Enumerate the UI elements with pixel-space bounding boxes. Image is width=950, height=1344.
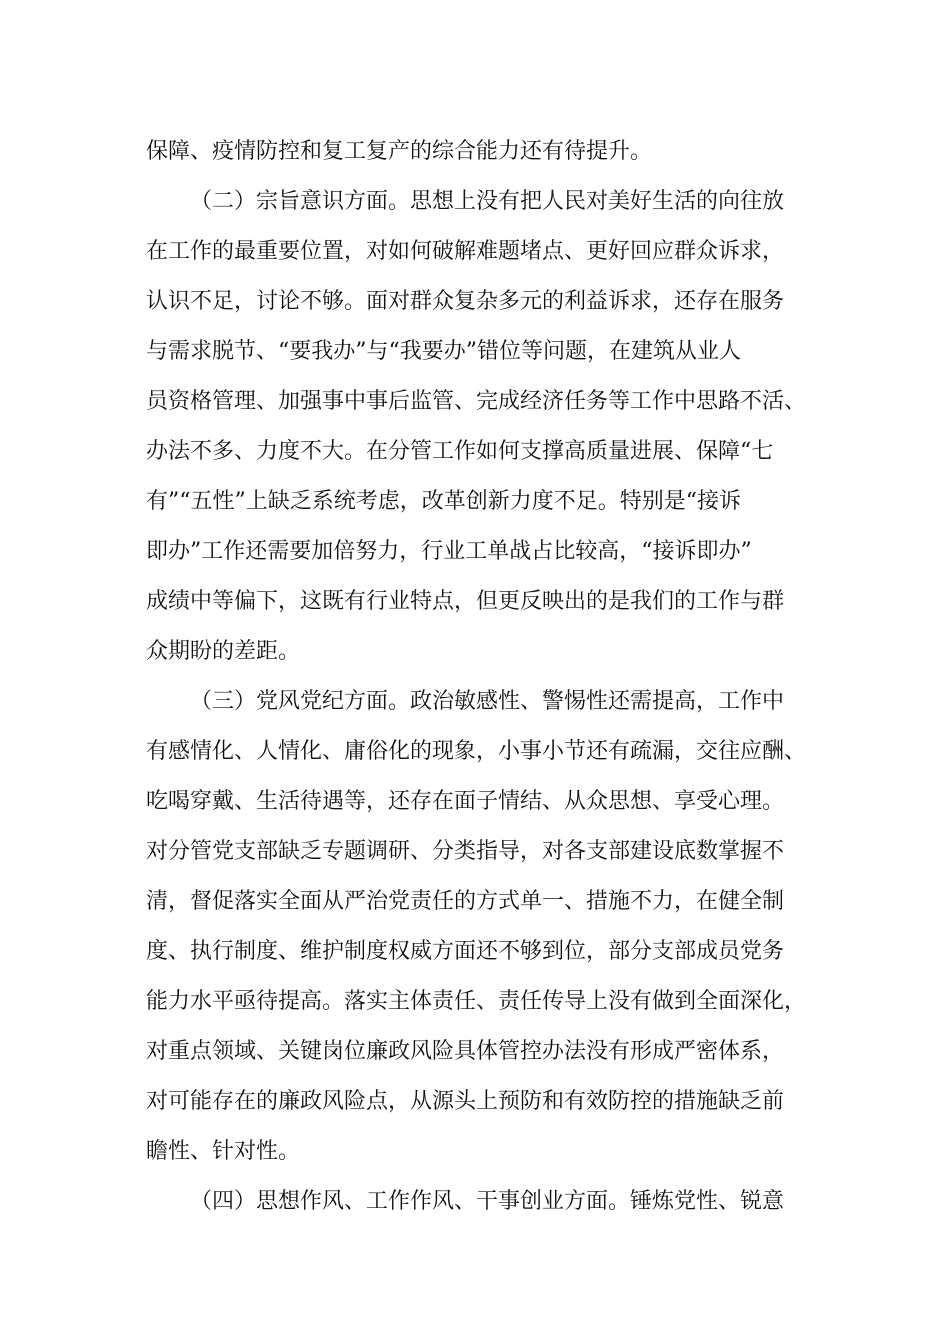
text-line-16: 清，督促落实全面从严治党责任的方式单一、措施不力，在健全制 xyxy=(146,889,785,914)
text-line-19: 对重点领域、关键岗位廉政风险具体管控办法没有形成严密体系， xyxy=(146,1039,785,1064)
text-line-5: 与需求脱节、“要我办”与“我要办”错位等问题，在建筑从业人 xyxy=(146,339,741,364)
paragraph-3-heading-line: （三）党风党纪方面。政治敏感性、警惕性还需提高，工作中 xyxy=(190,689,785,714)
text-line-14: 吃喝穿戴、生活待遇等，还存在面子情结、从众思想、享受心理。 xyxy=(146,789,785,814)
text-line-1: 保障、疫情防控和复工复产的综合能力还有待提升。 xyxy=(146,139,653,164)
text-line-17: 度、执行制度、维护制度权威方面还不够到位，部分支部成员党务 xyxy=(146,939,785,964)
text-line-18: 能力水平亟待提高。落实主体责任、责任传导上没有做到全面深化， xyxy=(146,989,807,1014)
paragraph-4-heading-line: （四）思想作风、工作作风、干事创业方面。锤炼党性、锐意 xyxy=(190,1189,785,1214)
text-line-7: 办法不多、力度不大。在分管工作如何支撑高质量进展、保障“七 xyxy=(146,439,774,464)
paragraph-2-heading-line: （二）宗旨意识方面。思想上没有把人民对美好生活的向往放 xyxy=(190,189,785,214)
text-line-4: 认识不足，讨论不够。面对群众复杂多元的利益诉求，还存在服务 xyxy=(146,289,785,314)
text-line-8: 有”“五性”上缺乏系统考虑，改革创新力度不足。特别是“接诉 xyxy=(146,489,741,514)
text-line-20: 对可能存在的廉政风险点，从源头上预防和有效防控的措施缺乏前 xyxy=(146,1089,785,1114)
text-line-15: 对分管党支部缺乏专题调研、分类指导，对各支部建设底数掌握不 xyxy=(146,839,785,864)
text-line-9: 即办”工作还需要加倍努力，行业工单战占比较高，“接诉即办” xyxy=(146,539,752,564)
text-line-21: 瞻性、针对性。 xyxy=(146,1139,301,1164)
text-line-11: 众期盼的差距。 xyxy=(146,639,301,664)
text-line-6: 员资格管理、加强事中事后监管、完成经济任务等工作中思路不活、 xyxy=(146,389,807,414)
text-line-13: 有感情化、人情化、庸俗化的现象，小事小节还有疏漏，交往应酬、 xyxy=(146,739,807,764)
text-line-3: 在工作的最重要位置，对如何破解难题堵点、更好回应群众诉求， xyxy=(146,239,785,264)
text-line-10: 成绩中等偏下，这既有行业特点，但更反映出的是我们的工作与群 xyxy=(146,589,785,614)
